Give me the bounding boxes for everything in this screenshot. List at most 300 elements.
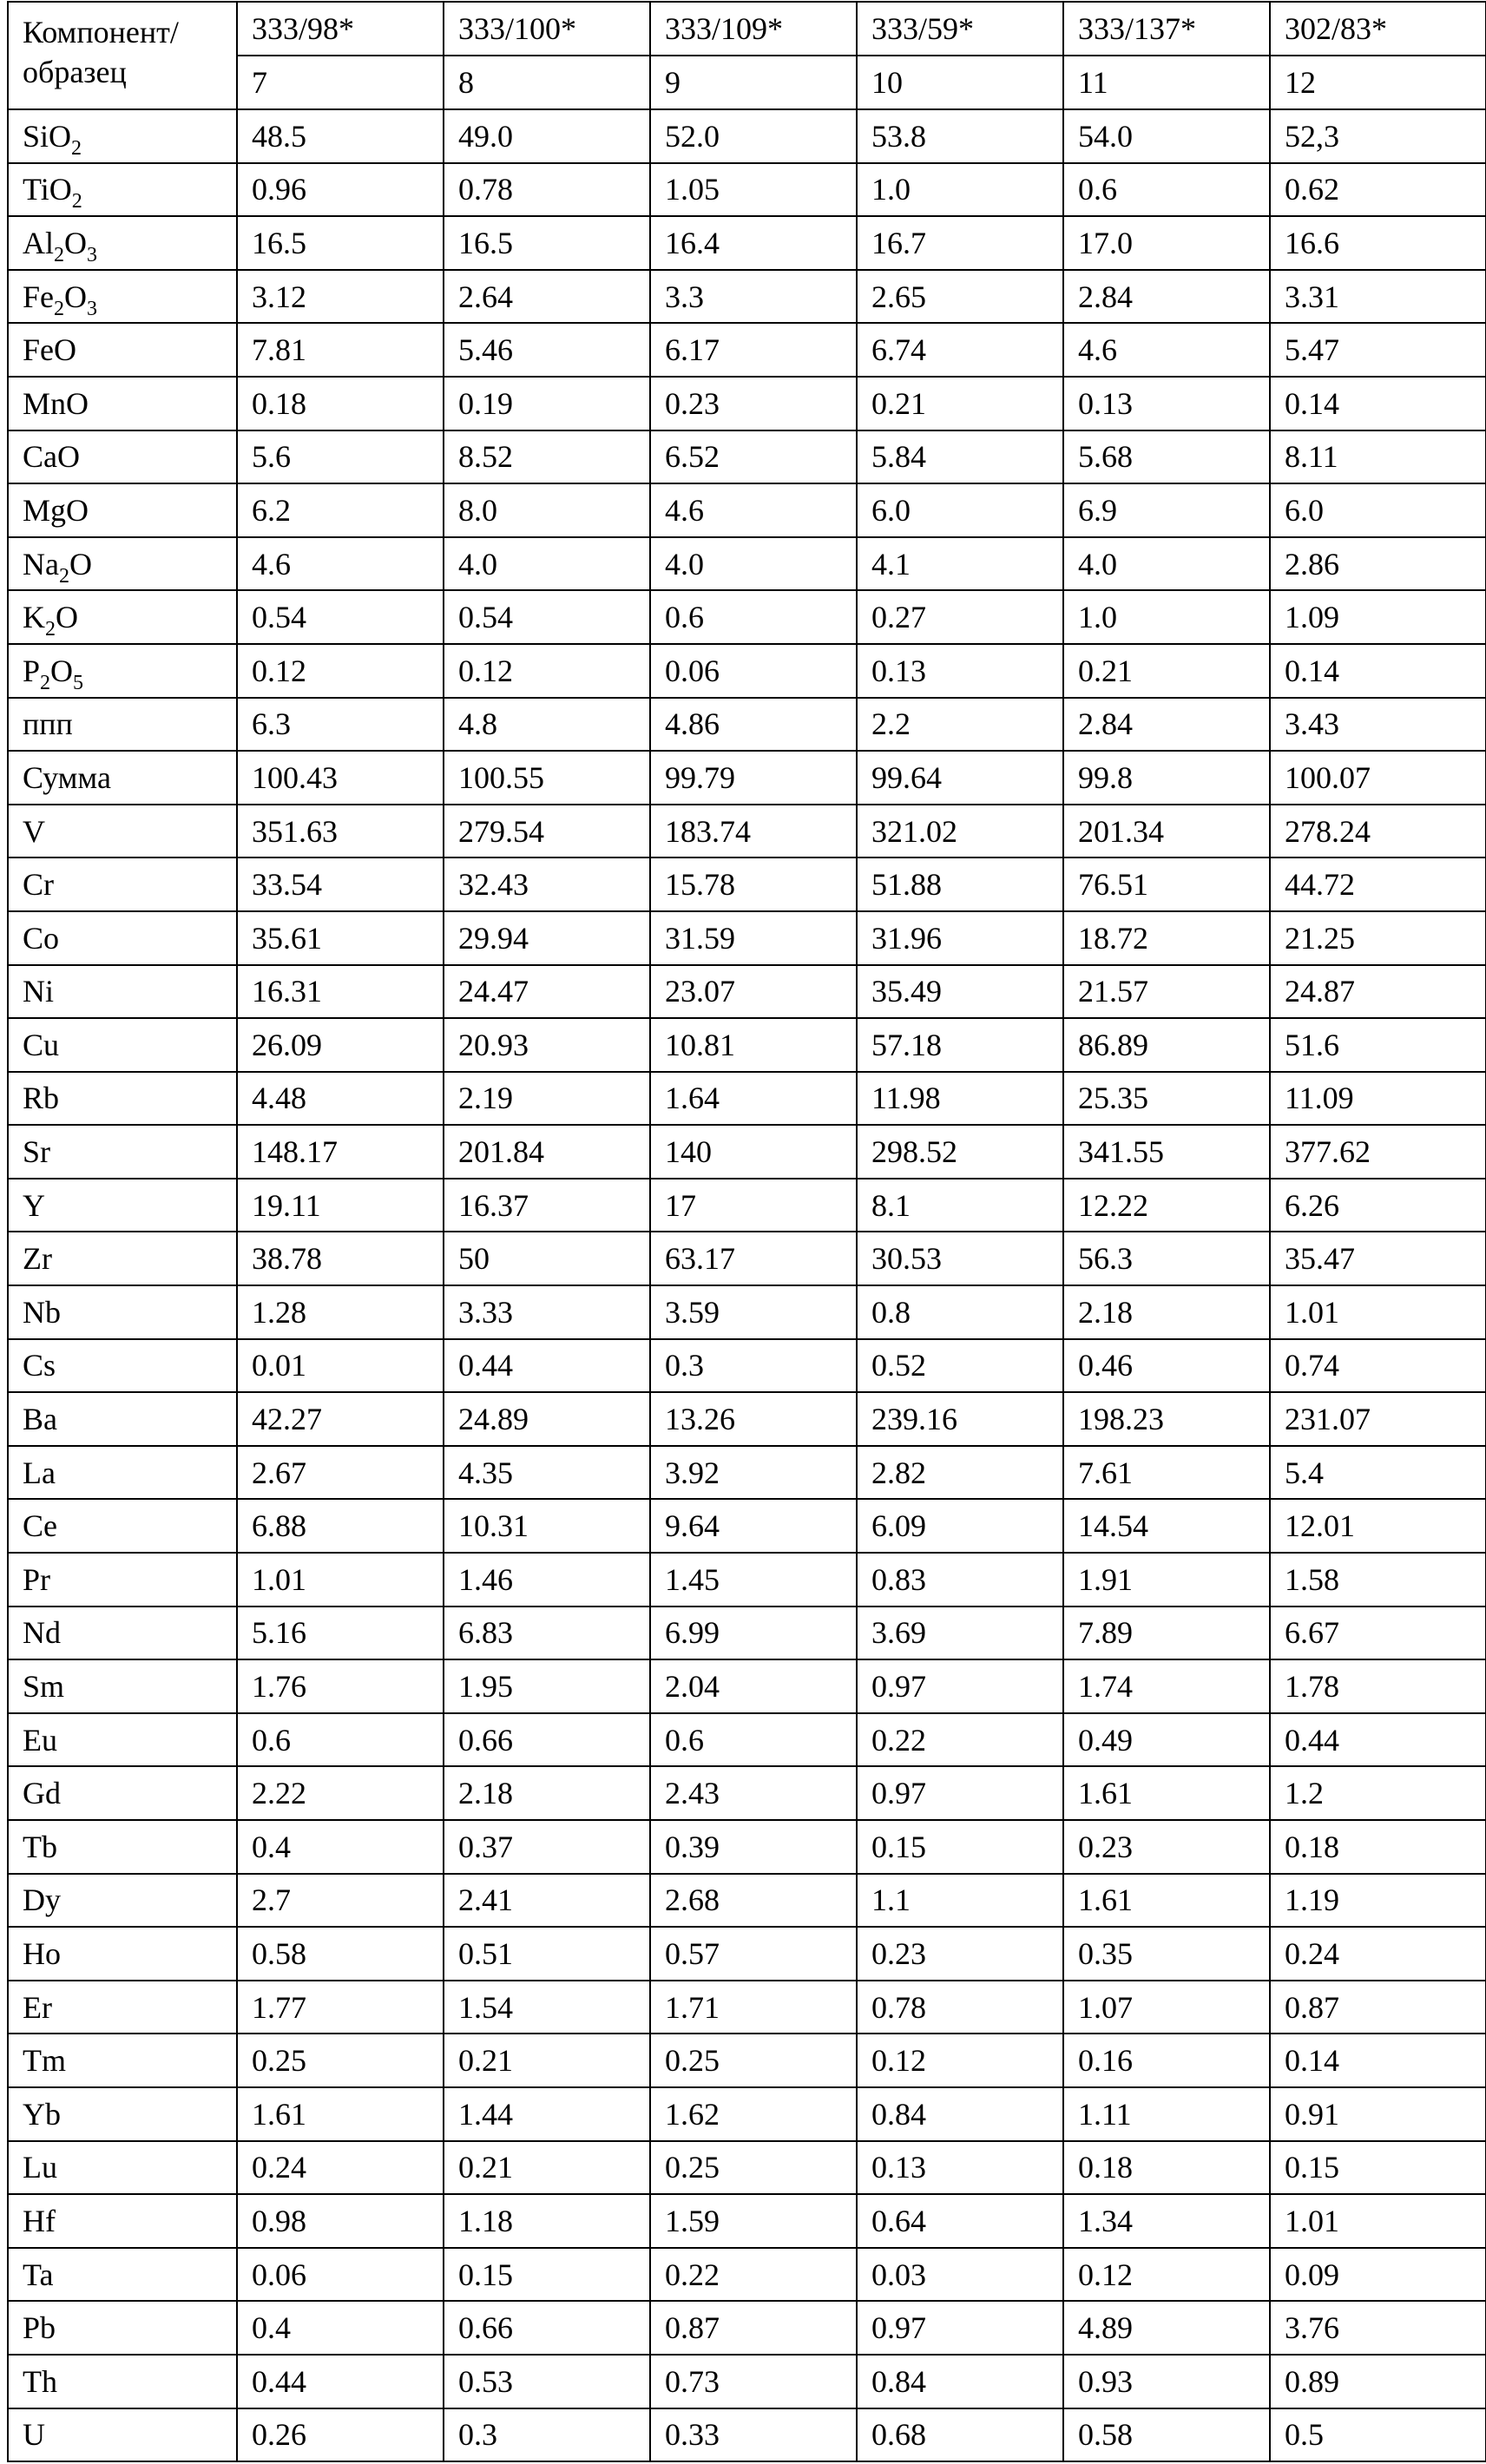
value-cell: 3.59: [650, 1285, 857, 1339]
value-cell: 0.18: [1270, 1820, 1486, 1874]
value-cell: 0.15: [1270, 2141, 1486, 2195]
sample-id-cell: 302/83*: [1270, 2, 1486, 56]
sample-number-cell: 11: [1063, 56, 1270, 109]
value-cell: 100.07: [1270, 751, 1486, 805]
table-row: [8, 1125, 1486, 1179]
value-cell: 1.05: [650, 163, 857, 217]
value-cell: 0.68: [857, 2408, 1063, 2462]
value-cell: 0.66: [444, 2301, 650, 2355]
value-cell: 52.0: [650, 109, 857, 163]
value-cell: 54.0: [1063, 109, 1270, 163]
value-cell: 6.88: [237, 1499, 444, 1553]
value-cell: 1.91: [1063, 1553, 1270, 1607]
value-cell: 1.61: [1063, 1874, 1270, 1928]
value-cell: 0.8: [857, 1285, 1063, 1339]
value-cell: 0.14: [1270, 644, 1486, 698]
value-cell: 0.22: [857, 1713, 1063, 1767]
value-cell: 0.54: [237, 590, 444, 644]
value-cell: 4.0: [1063, 537, 1270, 591]
table-row: [8, 1232, 1486, 1285]
value-cell: 1.59: [650, 2194, 857, 2248]
value-cell: 0.4: [237, 2301, 444, 2355]
value-cell: 6.26: [1270, 1179, 1486, 1232]
value-cell: 148.17: [237, 1125, 444, 1179]
value-cell: 6.83: [444, 1607, 650, 1660]
value-cell: 2.22: [237, 1766, 444, 1820]
value-cell: 4.0: [444, 537, 650, 591]
value-cell: 0.26: [237, 2408, 444, 2462]
value-cell: 0.6: [650, 1713, 857, 1767]
value-cell: 1.19: [1270, 1874, 1486, 1928]
table-row: [8, 751, 1486, 805]
value-cell: 231.07: [1270, 1392, 1486, 1446]
value-cell: 8.11: [1270, 430, 1486, 484]
value-cell: 2.67: [237, 1446, 444, 1500]
component-label-cell: Lu: [8, 2141, 237, 2195]
component-label-cell: Th: [8, 2355, 237, 2408]
value-cell: 0.5: [1270, 2408, 1486, 2462]
value-cell: 0.44: [444, 1339, 650, 1393]
value-cell: 2.18: [1063, 1285, 1270, 1339]
component-label-cell: MgO: [8, 483, 237, 537]
value-cell: 6.09: [857, 1499, 1063, 1553]
value-cell: 0.58: [1063, 2408, 1270, 2462]
value-cell: 1.0: [857, 163, 1063, 217]
component-label-cell: $P_2O_5$: [8, 644, 237, 698]
value-cell: 16.6: [1270, 216, 1486, 270]
table-row: [8, 1766, 1486, 1820]
value-cell: 0.44: [1270, 1713, 1486, 1767]
value-cell: 2.2: [857, 698, 1063, 752]
value-cell: 3.12: [237, 270, 444, 324]
value-cell: 0.14: [1270, 377, 1486, 430]
value-cell: 0.13: [857, 644, 1063, 698]
component-label-cell: Cr: [8, 857, 237, 911]
value-cell: 99.79: [650, 751, 857, 805]
value-cell: 7.61: [1063, 1446, 1270, 1500]
value-cell: 1.58: [1270, 1553, 1486, 1607]
value-cell: 0.01: [237, 1339, 444, 1393]
component-label-cell: Co: [8, 911, 237, 965]
value-cell: 0.78: [444, 163, 650, 217]
value-cell: 100.43: [237, 751, 444, 805]
component-label-cell: $Fe_2O_3$: [8, 270, 237, 324]
component-label-cell: Nd: [8, 1607, 237, 1660]
value-cell: 12.01: [1270, 1499, 1486, 1553]
value-cell: 2.65: [857, 270, 1063, 324]
value-cell: 1.0: [1063, 590, 1270, 644]
value-cell: 5.4: [1270, 1446, 1486, 1500]
component-label-cell: Dy: [8, 1874, 237, 1928]
value-cell: 0.6: [1063, 163, 1270, 217]
value-cell: 0.23: [650, 377, 857, 430]
value-cell: 0.52: [857, 1339, 1063, 1393]
value-cell: 0.58: [237, 1927, 444, 1981]
value-cell: 2.43: [650, 1766, 857, 1820]
component-label-cell: Cu: [8, 1018, 237, 1072]
value-cell: 0.97: [857, 1766, 1063, 1820]
value-cell: 0.35: [1063, 1927, 1270, 1981]
value-cell: 56.3: [1063, 1232, 1270, 1285]
value-cell: 0.84: [857, 2355, 1063, 2408]
value-cell: 341.55: [1063, 1125, 1270, 1179]
component-label-cell: $Al_2O_3$: [8, 216, 237, 270]
value-cell: 1.46: [444, 1553, 650, 1607]
table-row: [8, 857, 1486, 911]
component-label-cell: Gd: [8, 1766, 237, 1820]
value-cell: 6.3: [237, 698, 444, 752]
table-row: [8, 1339, 1486, 1393]
value-cell: 49.0: [444, 109, 650, 163]
corner-label-cell: Компонент/ образец: [8, 2, 237, 109]
component-label-cell: Tb: [8, 1820, 237, 1874]
value-cell: 1.62: [650, 2087, 857, 2141]
value-cell: 33.54: [237, 857, 444, 911]
value-cell: 51.6: [1270, 1018, 1486, 1072]
value-cell: 0.15: [444, 2248, 650, 2302]
value-cell: 2.86: [1270, 537, 1486, 591]
value-cell: 0.25: [650, 2034, 857, 2087]
value-cell: 0.06: [650, 644, 857, 698]
table-row: [8, 2408, 1486, 2462]
component-label-cell: Ho: [8, 1927, 237, 1981]
value-cell: 0.24: [1270, 1927, 1486, 1981]
value-cell: 8.1: [857, 1179, 1063, 1232]
value-cell: 2.82: [857, 1446, 1063, 1500]
value-cell: 4.89: [1063, 2301, 1270, 2355]
value-cell: 0.84: [857, 2087, 1063, 2141]
component-label-cell: Zr: [8, 1232, 237, 1285]
value-cell: 279.54: [444, 805, 650, 858]
value-cell: 3.33: [444, 1285, 650, 1339]
header-row-sample-ids: [8, 2, 1486, 56]
value-cell: 3.3: [650, 270, 857, 324]
value-cell: 15.78: [650, 857, 857, 911]
table-row: [8, 2355, 1486, 2408]
value-cell: 1.2: [1270, 1766, 1486, 1820]
value-cell: 100.55: [444, 751, 650, 805]
sample-number-cell: 7: [237, 56, 444, 109]
table-row: [8, 1072, 1486, 1126]
value-cell: 0.44: [237, 2355, 444, 2408]
component-label-cell: Eu: [8, 1713, 237, 1767]
value-cell: 31.59: [650, 911, 857, 965]
component-label-cell: $K_2O$: [8, 590, 237, 644]
value-cell: 6.67: [1270, 1607, 1486, 1660]
value-cell: 0.96: [237, 163, 444, 217]
component-label-cell: Ce: [8, 1499, 237, 1553]
component-label-cell: Sr: [8, 1125, 237, 1179]
value-cell: 0.87: [650, 2301, 857, 2355]
value-cell: 1.64: [650, 1072, 857, 1126]
table-row: [8, 323, 1486, 377]
value-cell: 29.94: [444, 911, 650, 965]
component-label-cell: $Na_2O$: [8, 537, 237, 591]
value-cell: 3.92: [650, 1446, 857, 1500]
table-body: [8, 2, 1486, 2461]
value-cell: 0.12: [444, 644, 650, 698]
value-cell: 23.07: [650, 965, 857, 1019]
component-label-cell: Hf: [8, 2194, 237, 2248]
table-row: [8, 1392, 1486, 1446]
value-cell: 278.24: [1270, 805, 1486, 858]
value-cell: 1.34: [1063, 2194, 1270, 2248]
value-cell: 0.18: [237, 377, 444, 430]
value-cell: 0.13: [857, 2141, 1063, 2195]
value-cell: 0.22: [650, 2248, 857, 2302]
value-cell: 11.09: [1270, 1072, 1486, 1126]
value-cell: 20.93: [444, 1018, 650, 1072]
value-cell: 0.57: [650, 1927, 857, 1981]
value-cell: 0.4: [237, 1820, 444, 1874]
component-label-cell: V: [8, 805, 237, 858]
component-label-cell: U: [8, 2408, 237, 2462]
value-cell: 0.13: [1063, 377, 1270, 430]
table-row: [8, 911, 1486, 965]
value-cell: 25.35: [1063, 1072, 1270, 1126]
value-cell: 0.51: [444, 1927, 650, 1981]
value-cell: 17.0: [1063, 216, 1270, 270]
value-cell: 0.09: [1270, 2248, 1486, 2302]
value-cell: 24.47: [444, 965, 650, 1019]
value-cell: 321.02: [857, 805, 1063, 858]
table-row: [8, 644, 1486, 698]
value-cell: 1.18: [444, 2194, 650, 2248]
value-cell: 0.12: [857, 2034, 1063, 2087]
value-cell: 2.68: [650, 1874, 857, 1928]
value-cell: 2.84: [1063, 270, 1270, 324]
table-row: [8, 2141, 1486, 2195]
value-cell: 19.11: [237, 1179, 444, 1232]
table-row: [8, 2301, 1486, 2355]
table-row: [8, 1713, 1486, 1767]
table-row: [8, 698, 1486, 752]
value-cell: 1.09: [1270, 590, 1486, 644]
value-cell: 0.21: [444, 2034, 650, 2087]
value-cell: 2.64: [444, 270, 650, 324]
component-label-cell: Ba: [8, 1392, 237, 1446]
value-cell: 57.18: [857, 1018, 1063, 1072]
sample-id-cell: 333/109*: [650, 2, 857, 56]
table-row: [8, 537, 1486, 591]
table-row: [8, 1874, 1486, 1928]
value-cell: 0.78: [857, 1981, 1063, 2034]
value-cell: 1.45: [650, 1553, 857, 1607]
value-cell: 5.68: [1063, 430, 1270, 484]
value-cell: 0.62: [1270, 163, 1486, 217]
value-cell: 4.6: [1063, 323, 1270, 377]
value-cell: 0.25: [650, 2141, 857, 2195]
value-cell: 32.43: [444, 857, 650, 911]
value-cell: 0.19: [444, 377, 650, 430]
value-cell: 76.51: [1063, 857, 1270, 911]
value-cell: 2.19: [444, 1072, 650, 1126]
value-cell: 14.54: [1063, 1499, 1270, 1553]
value-cell: 24.89: [444, 1392, 650, 1446]
component-label-cell: La: [8, 1446, 237, 1500]
value-cell: 31.96: [857, 911, 1063, 965]
table-row: [8, 1927, 1486, 1981]
value-cell: 1.01: [1270, 2194, 1486, 2248]
value-cell: 0.27: [857, 590, 1063, 644]
table-row: [8, 1018, 1486, 1072]
value-cell: 1.01: [237, 1553, 444, 1607]
component-label-cell: Er: [8, 1981, 237, 2034]
value-cell: 140: [650, 1125, 857, 1179]
table-row: [8, 1446, 1486, 1500]
value-cell: 2.7: [237, 1874, 444, 1928]
component-label-cell: FeO: [8, 323, 237, 377]
value-cell: 2.84: [1063, 698, 1270, 752]
value-cell: 24.87: [1270, 965, 1486, 1019]
table-row: [8, 1179, 1486, 1232]
table-row: [8, 1659, 1486, 1713]
value-cell: 0.21: [1063, 644, 1270, 698]
table-row: [8, 1553, 1486, 1607]
value-cell: 1.71: [650, 1981, 857, 2034]
value-cell: 0.33: [650, 2408, 857, 2462]
component-label-cell: SiO$_2$: [8, 109, 237, 163]
value-cell: 1.01: [1270, 1285, 1486, 1339]
value-cell: 6.52: [650, 430, 857, 484]
value-cell: 0.83: [857, 1553, 1063, 1607]
value-cell: 16.5: [237, 216, 444, 270]
value-cell: 0.39: [650, 1820, 857, 1874]
value-cell: 26.09: [237, 1018, 444, 1072]
value-cell: 35.47: [1270, 1232, 1486, 1285]
value-cell: 10.81: [650, 1018, 857, 1072]
value-cell: 3.31: [1270, 270, 1486, 324]
value-cell: 4.8: [444, 698, 650, 752]
value-cell: 0.14: [1270, 2034, 1486, 2087]
value-cell: 7.81: [237, 323, 444, 377]
value-cell: 6.0: [857, 483, 1063, 537]
value-cell: 4.0: [650, 537, 857, 591]
value-cell: 13.26: [650, 1392, 857, 1446]
component-label-cell: Cs: [8, 1339, 237, 1393]
value-cell: 0.91: [1270, 2087, 1486, 2141]
value-cell: 6.99: [650, 1607, 857, 1660]
table-row: [8, 590, 1486, 644]
component-label-cell: Nb: [8, 1285, 237, 1339]
value-cell: 16.7: [857, 216, 1063, 270]
value-cell: 38.78: [237, 1232, 444, 1285]
value-cell: 2.04: [650, 1659, 857, 1713]
value-cell: 99.64: [857, 751, 1063, 805]
value-cell: 0.6: [650, 590, 857, 644]
component-label-cell: Sm: [8, 1659, 237, 1713]
sample-id-cell: 333/59*: [857, 2, 1063, 56]
value-cell: 0.53: [444, 2355, 650, 2408]
value-cell: 53.8: [857, 109, 1063, 163]
value-cell: 5.84: [857, 430, 1063, 484]
value-cell: 0.12: [1063, 2248, 1270, 2302]
table-row: [8, 2248, 1486, 2302]
value-cell: 21.57: [1063, 965, 1270, 1019]
value-cell: 0.3: [444, 2408, 650, 2462]
component-label-cell: CaO: [8, 430, 237, 484]
value-cell: 5.6: [237, 430, 444, 484]
table-row: [8, 1499, 1486, 1553]
value-cell: 1.44: [444, 2087, 650, 2141]
component-label-cell: Yb: [8, 2087, 237, 2141]
value-cell: 5.16: [237, 1607, 444, 1660]
table-row: [8, 483, 1486, 537]
value-cell: 201.34: [1063, 805, 1270, 858]
value-cell: 0.23: [1063, 1820, 1270, 1874]
value-cell: 0.66: [444, 1713, 650, 1767]
value-cell: 6.17: [650, 323, 857, 377]
component-label-cell: Ni: [8, 965, 237, 1019]
value-cell: 0.23: [857, 1927, 1063, 1981]
value-cell: 3.43: [1270, 698, 1486, 752]
component-label-cell: Ta: [8, 2248, 237, 2302]
sample-number-cell: 8: [444, 56, 650, 109]
value-cell: 0.93: [1063, 2355, 1270, 2408]
sample-number-cell: 10: [857, 56, 1063, 109]
value-cell: 51.88: [857, 857, 1063, 911]
value-cell: 0.74: [1270, 1339, 1486, 1393]
value-cell: 12.22: [1063, 1179, 1270, 1232]
table-row: [8, 1981, 1486, 2034]
value-cell: 0.06: [237, 2248, 444, 2302]
value-cell: 86.89: [1063, 1018, 1270, 1072]
table-row: [8, 109, 1486, 163]
value-cell: 0.37: [444, 1820, 650, 1874]
value-cell: 0.64: [857, 2194, 1063, 2248]
value-cell: 0.89: [1270, 2355, 1486, 2408]
component-label-cell: TiO$_2$: [8, 163, 237, 217]
value-cell: 18.72: [1063, 911, 1270, 965]
value-cell: 35.49: [857, 965, 1063, 1019]
value-cell: 1.61: [237, 2087, 444, 2141]
value-cell: 298.52: [857, 1125, 1063, 1179]
value-cell: 21.25: [1270, 911, 1486, 965]
value-cell: 99.8: [1063, 751, 1270, 805]
value-cell: 0.15: [857, 1820, 1063, 1874]
table-row: [8, 2087, 1486, 2141]
value-cell: 4.6: [237, 537, 444, 591]
value-cell: 1.28: [237, 1285, 444, 1339]
component-label-cell: ппп: [8, 698, 237, 752]
table-row: [8, 805, 1486, 858]
value-cell: 10.31: [444, 1499, 650, 1553]
value-cell: 9.64: [650, 1499, 857, 1553]
sample-number-cell: 12: [1270, 56, 1486, 109]
value-cell: 16.31: [237, 965, 444, 1019]
value-cell: 6.2: [237, 483, 444, 537]
table-row: [8, 270, 1486, 324]
value-cell: 1.95: [444, 1659, 650, 1713]
value-cell: 0.21: [444, 2141, 650, 2195]
value-cell: 3.69: [857, 1607, 1063, 1660]
value-cell: 0.46: [1063, 1339, 1270, 1393]
value-cell: 30.53: [857, 1232, 1063, 1285]
value-cell: 198.23: [1063, 1392, 1270, 1446]
table-row: [8, 1607, 1486, 1660]
value-cell: 1.74: [1063, 1659, 1270, 1713]
value-cell: 16.37: [444, 1179, 650, 1232]
value-cell: 11.98: [857, 1072, 1063, 1126]
component-label-cell: Сумма: [8, 751, 237, 805]
component-label-cell: Pb: [8, 2301, 237, 2355]
value-cell: 239.16: [857, 1392, 1063, 1446]
value-cell: 351.63: [237, 805, 444, 858]
value-cell: 6.9: [1063, 483, 1270, 537]
value-cell: 5.46: [444, 323, 650, 377]
value-cell: 0.12: [237, 644, 444, 698]
value-cell: 7.89: [1063, 1607, 1270, 1660]
